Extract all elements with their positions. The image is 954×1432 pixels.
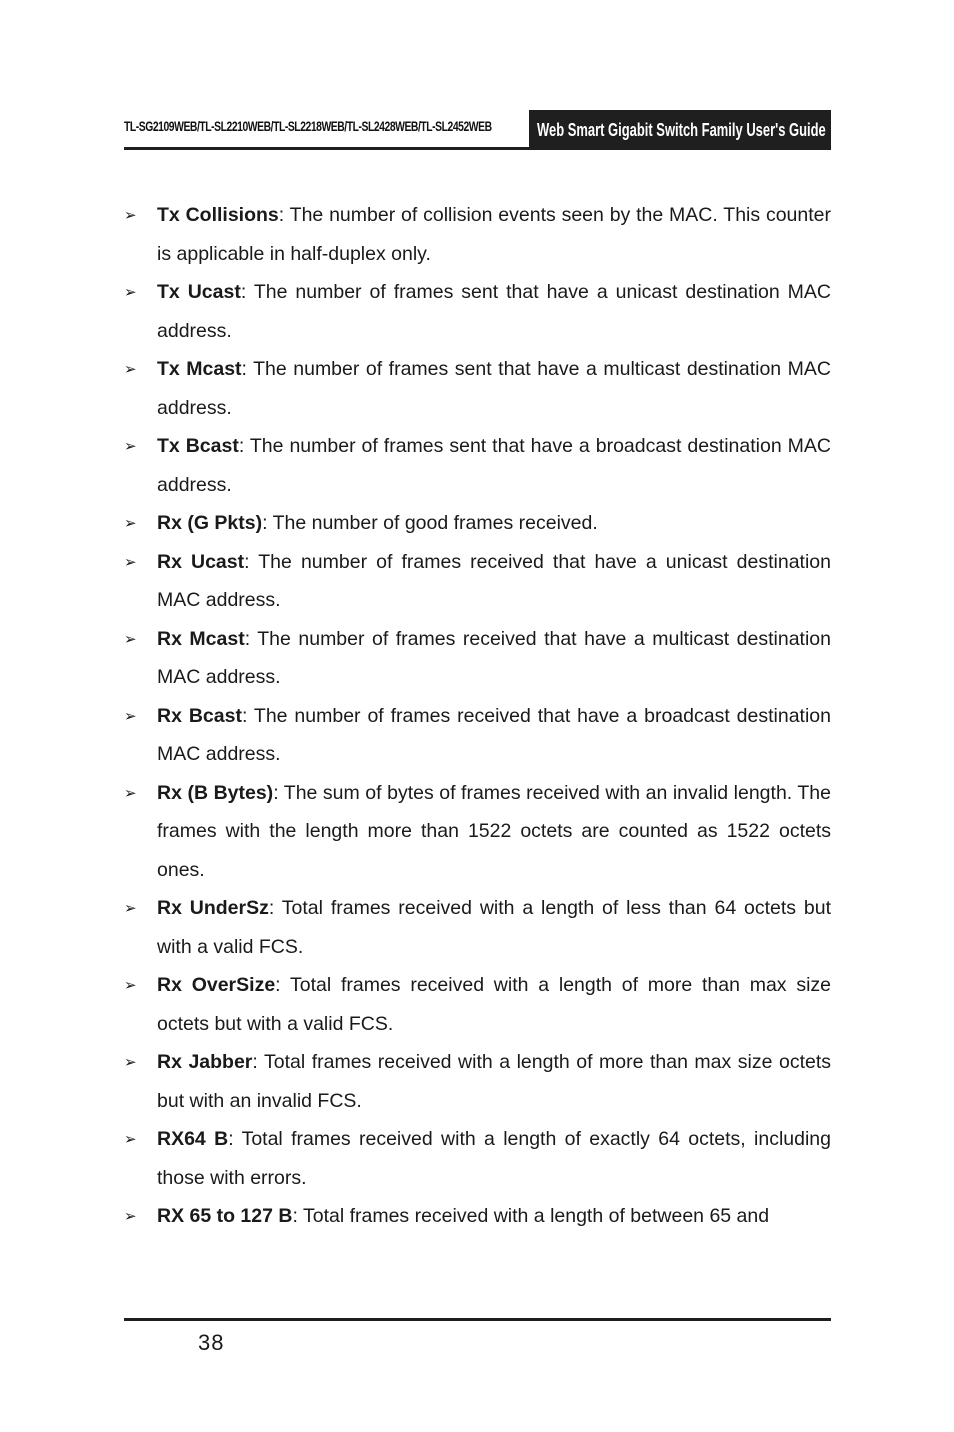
arrow-bullet-icon: ➢ xyxy=(124,899,137,917)
list-item xyxy=(124,697,831,774)
arrow-bullet-icon: ➢ xyxy=(124,1207,137,1225)
item-description: : The sum of bytes of frames received with an invalid length. The frames with the length more than 1522 octets are counted as 1522 octets ones. xyxy=(157,781,831,881)
item-description: : The number of frames sent that have a broadcast destination MAC address. xyxy=(157,435,831,496)
definition-list xyxy=(124,196,831,1236)
list-item xyxy=(124,196,831,273)
item-description: : The number of frames sent that have a unicast destination MAC address. xyxy=(157,281,831,342)
item-description: : Total frames received with a length of exactly 64 octets, including those with errors. xyxy=(157,1128,831,1189)
item-term: Rx Bcast xyxy=(157,704,242,727)
arrow-bullet-icon: ➢ xyxy=(124,706,137,725)
item-description: : Total frames received with a length of more than max size octets but with a valid FCS. xyxy=(157,974,832,1035)
list-item xyxy=(124,620,831,697)
arrow-bullet-icon: ➢ xyxy=(124,629,137,648)
header-guide-title-box xyxy=(529,110,831,150)
arrow-bullet-icon: ➢ xyxy=(124,283,137,301)
item-term: Rx (G Pkts) xyxy=(157,512,263,534)
arrow-bullet-icon: ➢ xyxy=(124,552,137,571)
arrow-bullet-icon: ➢ xyxy=(124,514,137,532)
item-description: : The number of good frames received. xyxy=(262,512,598,534)
item-term: Tx Ucast xyxy=(157,281,241,303)
arrow-bullet-icon: ➢ xyxy=(124,360,137,378)
item-description: : The number of frames received that have a broadcast destination MAC address. xyxy=(157,704,831,765)
item-term: Rx (B Bytes) xyxy=(157,781,274,804)
list-item xyxy=(124,889,831,966)
item-term: RX64 B xyxy=(157,1128,229,1150)
arrow-bullet-icon: ➢ xyxy=(124,437,137,455)
item-term: Tx Mcast xyxy=(157,358,242,380)
list-item xyxy=(124,543,831,620)
item-term: Rx Jabber xyxy=(157,1051,253,1073)
item-description: : The number of frames received that have a unicast destination MAC address. xyxy=(157,550,831,611)
item-term: Tx Bcast xyxy=(157,435,239,457)
item-term: Rx Mcast xyxy=(157,627,245,650)
list-item xyxy=(124,350,831,427)
arrow-bullet-icon: ➢ xyxy=(124,1053,137,1071)
arrow-bullet-icon: ➢ xyxy=(124,976,137,994)
item-description: : Total frames received with a length of between 65 and xyxy=(292,1205,770,1227)
list-item xyxy=(124,966,831,1043)
item-description: : The number of frames sent that have a multicast destination MAC address. xyxy=(157,358,831,419)
item-term: RX 65 to 127 B xyxy=(157,1205,293,1227)
list-item xyxy=(124,427,831,504)
list-item xyxy=(124,504,831,543)
list-item xyxy=(124,774,831,890)
arrow-bullet-icon: ➢ xyxy=(124,783,137,802)
header-guide-title: Web Smart Gigabit Switch Family User's Guide xyxy=(537,120,826,140)
item-description: : Total frames received with a length of less than 64 octets but with a valid FCS. xyxy=(157,897,831,958)
item-term: Rx Ucast xyxy=(157,550,245,573)
item-term: Rx OverSize xyxy=(157,974,276,996)
item-term: Tx Collisions xyxy=(157,204,279,226)
arrow-bullet-icon: ➢ xyxy=(124,206,137,224)
header-divider xyxy=(124,147,831,150)
arrow-bullet-icon: ➢ xyxy=(124,1130,137,1148)
item-description: : The number of collision events seen by the MAC. This counter is applicable in half-duplex only. xyxy=(157,204,831,265)
item-description: : Total frames received with a length of more than max size octets but with an invalid FCS. xyxy=(157,1051,832,1112)
item-term: Rx UnderSz xyxy=(157,897,269,919)
list-item xyxy=(124,273,831,350)
footer-divider xyxy=(124,1318,831,1321)
list-item xyxy=(124,1120,831,1197)
page-header xyxy=(124,110,831,150)
item-description: : The number of frames received that have a multicast destination MAC address. xyxy=(157,627,831,688)
page-number: 38 xyxy=(198,1330,225,1355)
header-model-list: TL-SG2109WEB/TL-SL2210WEB/TL-SL2218WEB/TL-SL2428WEB/TL-SL2452WEB xyxy=(124,118,492,134)
list-item xyxy=(124,1197,831,1236)
list-item xyxy=(124,1043,831,1120)
